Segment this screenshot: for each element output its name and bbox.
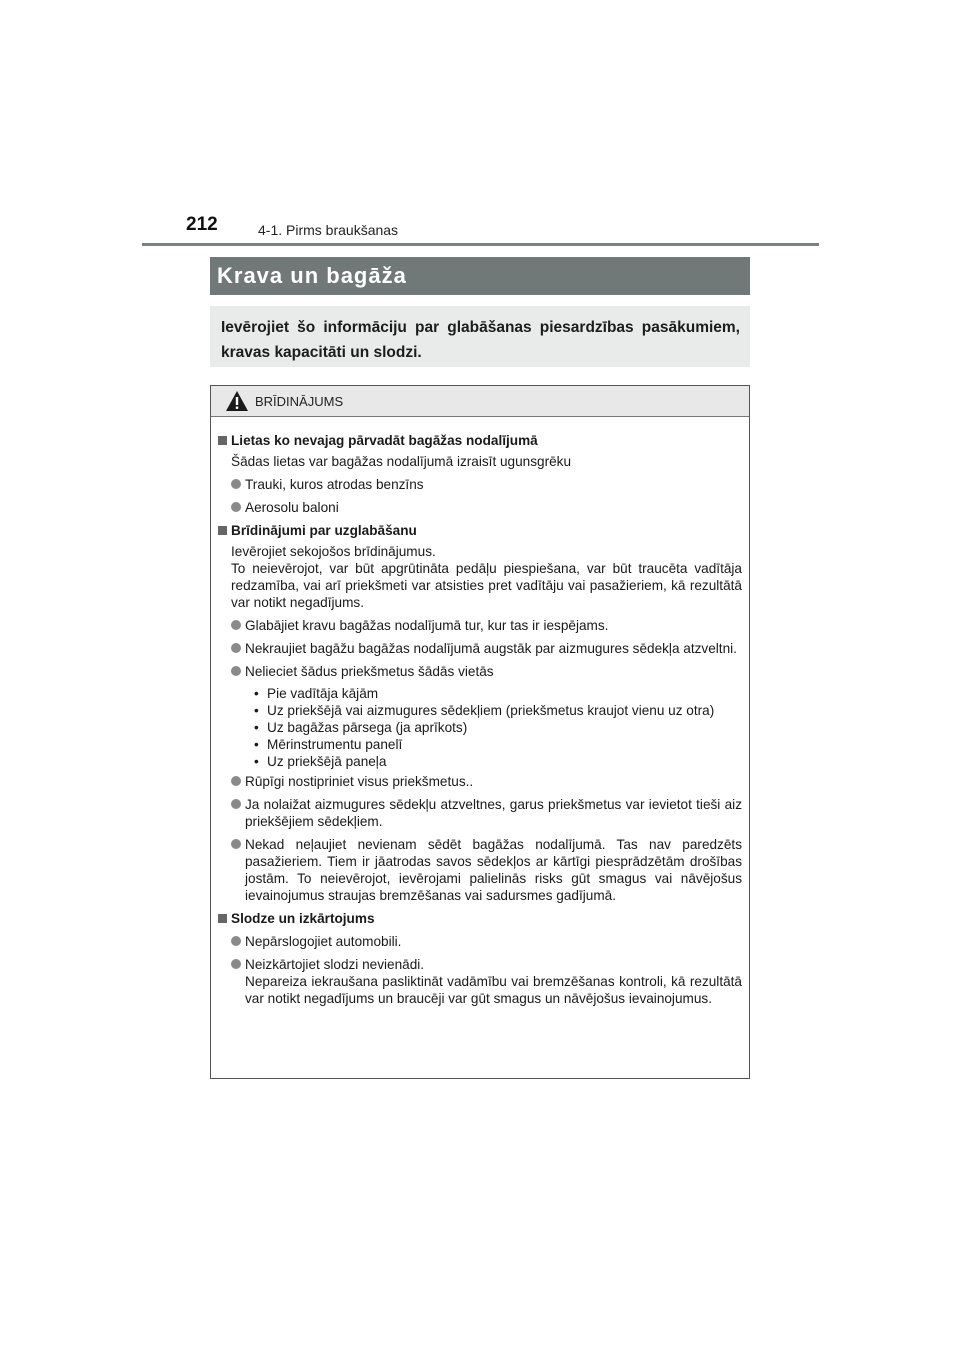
section-heading [218,522,742,539]
section-heading [218,910,742,927]
list-item [218,836,742,904]
circle-bullet-icon [231,936,241,946]
list-item-text: Nekraujiet bagāžu bagāžas nodalījumā augstāk par aizmugures sēdekļa atzveltni. [245,641,737,656]
paragraph: Šādas lietas var bagāžas nodalījumā izraisīt ugunsgrēku [231,454,572,469]
page-title: Krava un bagāža [217,263,407,288]
paragraph: To neievērojot, var būt apgrūtināta pedāļu piespiešana, var būt traucēta vadītāja redzamība, vai arī priekšmeti var atsisties pret vadītāju vai pasažieriem, kā rezultātā var notikt negadījums. [231,561,742,610]
title-bar [210,257,750,295]
warning-triangle-icon [225,390,249,412]
list-item-text: Glabājiet kravu bagāžas nodalījumā tur, kur tas ir iespējams. [245,618,609,633]
list-item-text [245,956,742,1007]
warning-box [210,385,750,1079]
sub-list-item: • Uz priekšējā paneļa [254,753,742,770]
list-item-text: Rūpīgi nostipriniet visus priekšmetus.. [245,774,474,789]
warning-body [211,417,749,1007]
list-item-text: Nelieciet šādus priekšmetus šādās vietās [245,664,494,679]
circle-bullet-icon [231,479,241,489]
sub-list-item-text: Pie vadītāja kājām [267,686,379,701]
circle-bullet-icon [231,502,241,512]
sub-list-item: • Pie vadītāja kājām [254,685,742,702]
list-item [218,476,742,493]
circle-bullet-icon [231,799,241,809]
warning-label: BRĪDINĀJUMS [255,393,344,409]
sub-list-item-text: Uz bagāžas pārsega (ja aprīkots) [267,720,468,735]
section-heading-text: Slodze un izkārtojums [231,911,375,926]
section-heading [218,432,742,449]
list-item-line: Neizkārtojiet slodzi nevienādi. [245,957,425,972]
circle-bullet-icon [231,839,241,849]
list-item-text: Ja nolaižat aizmugures sēdekļu atzveltnes, garus priekšmetus var ievietot tieši aiz priekšējiem sēdekļiem. [245,797,742,829]
page-number: 212 [186,214,218,235]
sub-list-item: • Uz bagāžas pārsega (ja aprīkots) [254,719,742,736]
list-item [218,617,742,634]
list-item [218,933,742,950]
sub-list [218,685,742,770]
section-label: 4-1. Pirms braukšanas [258,222,399,238]
list-item [218,773,742,790]
list-item-text: Nepārslogojiet automobili. [245,934,402,949]
paragraph: Ievērojiet sekojošos brīdinājumus. [231,544,436,559]
section-heading-text: Lietas ko nevajag pārvadāt bagāžas nodalījumā [231,433,538,448]
sub-list-item-text: Uz priekšējā vai aizmugures sēdekļiem (priekšmetus kraujot vienu uz otra) [267,703,715,718]
list-item-text: Trauki, kuros atrodas benzīns [245,477,424,492]
sub-list-item: • Uz priekšējā vai aizmugures sēdekļiem (priekšmetus kraujot vienu uz otra) [254,702,742,719]
list-item [218,956,742,1007]
list-item [218,640,742,657]
sub-list-item-text: Mērinstrumentu panelī [267,737,403,752]
circle-bullet-icon [231,620,241,630]
sub-list-item-text: Uz priekšējā paneļa [267,754,387,769]
square-bullet-icon [218,436,227,445]
header-rule [142,243,819,246]
square-bullet-icon [218,526,227,535]
list-item-line: Nepareiza iekraušana pasliktināt vadāmību vai bremzēšanas kontroli, kā rezultātā var notikt negadījums un braucēji var gūt smagus un nāvējošus ievainojumus. [245,974,742,1006]
list-item [218,499,742,516]
circle-bullet-icon [231,959,241,969]
circle-bullet-icon [231,776,241,786]
section-heading-text: Brīdinājumi par uzglabāšanu [231,523,417,538]
warning-header [211,386,749,417]
square-bullet-icon [218,914,227,923]
circle-bullet-icon [231,643,241,653]
list-item [218,663,742,680]
circle-bullet-icon [231,666,241,676]
list-item-text: Nekad neļaujiet nevienam sēdēt bagāžas nodalījumā. Tas nav paredzēts pasažieriem. Tiem ir jāatrodas savos sēdekļos ar kārtīgi piesprādzētām drošības jostām. To neievērojot, ievērojami palielinās risks gūt smagus vai nāvējošus ievainojumus straujas bremzēšanas vai sadursmes gadījumā. [245,837,742,903]
list-item-text: Aerosolu baloni [245,500,339,515]
list-item [218,796,742,830]
intro-box: Ievērojiet šo informāciju par glabāšanas piesardzības pasākumiem, kravas kapacitāti un slodzi. [210,306,750,367]
sub-list-item: • Mērinstrumentu panelī [254,736,742,753]
